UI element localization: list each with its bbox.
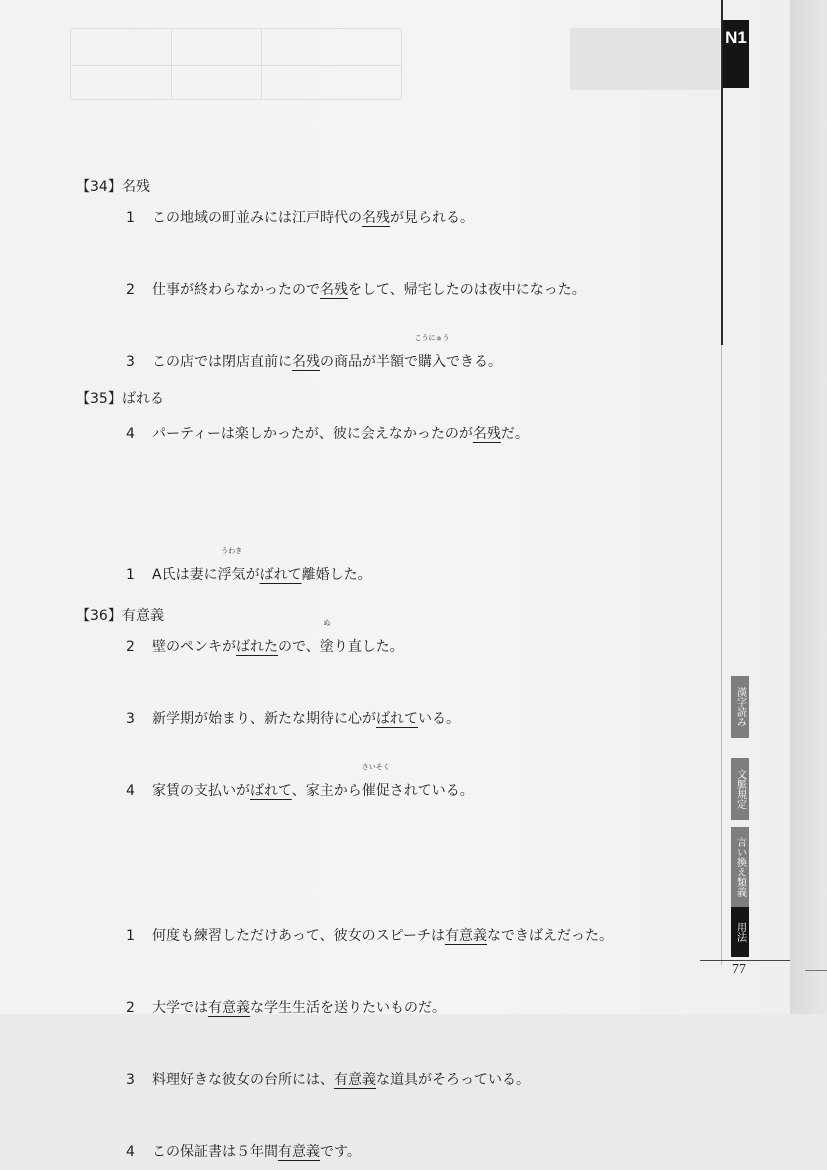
option-number: 4	[126, 1144, 135, 1160]
question-heading	[76, 605, 164, 627]
question-word: 有意義	[122, 608, 164, 624]
answer-option	[126, 1062, 827, 1098]
option-number: 3	[126, 354, 135, 370]
option-text: 料理好きな彼女の台所には、	[152, 1072, 334, 1088]
edge-rule	[805, 970, 827, 971]
answer-option	[126, 619, 827, 665]
option-text: 何度も練習しただけあって、彼女のスピーチは	[152, 928, 446, 944]
ruby-word: 塗 ぬ	[319, 619, 334, 655]
option-number: 3	[126, 711, 135, 727]
option-number: 2	[126, 1000, 135, 1016]
question-heading	[76, 176, 150, 198]
furigana: さいそく	[361, 763, 390, 771]
furigana: こうにゅう	[414, 334, 450, 342]
option-text: が	[245, 567, 260, 583]
option-text: A氏は妻に	[152, 567, 218, 583]
answer-option	[126, 416, 827, 452]
option-number: 3	[126, 1072, 135, 1088]
option-text: な道具がそろっている。	[376, 1072, 530, 1088]
ruby-word: 購入 こうにゅう	[414, 334, 450, 370]
option-text: なできばえだった。	[487, 928, 614, 944]
option-number: 2	[126, 639, 135, 655]
target-word: 名残	[362, 210, 390, 226]
answer-option	[126, 990, 827, 1026]
furigana: うわき	[221, 547, 243, 555]
option-text: 離婚した。	[301, 567, 372, 583]
option-text: いる。	[418, 711, 460, 727]
answer-option	[126, 918, 827, 954]
bleed-through-box	[570, 28, 720, 90]
question-word: 名残	[122, 179, 150, 195]
option-text: 大学では	[152, 1000, 208, 1016]
option-text: されている。	[389, 783, 474, 799]
page-number-rule	[700, 960, 790, 961]
target-word: 有意義	[445, 928, 488, 944]
option-text: 家賃の支払いが	[152, 783, 250, 799]
option-text: をして、帰宅したのは夜中になった。	[348, 282, 586, 298]
answer-option	[126, 1134, 827, 1170]
option-number: 1	[126, 928, 135, 944]
option-number: 4	[126, 426, 135, 442]
level-tab: N1	[723, 20, 749, 88]
page-edge-shadow	[790, 0, 827, 1014]
ruby-word: 浮気 うわき	[217, 547, 246, 583]
section-tab-paraphrase: 言い換え類義	[731, 827, 749, 907]
target-word: 名残	[292, 354, 320, 370]
question-word: ばれる	[122, 391, 164, 407]
question-number: 【36】	[76, 608, 122, 624]
target-word: ばれて	[250, 783, 292, 799]
answer-option	[126, 200, 827, 236]
option-text: 新学期が始まり、新たな期待に心が	[152, 711, 376, 727]
option-text: の商品が半額で	[320, 354, 418, 370]
target-word: 有意義	[208, 1000, 250, 1016]
furigana: ぬ	[323, 619, 331, 627]
question-number: 【35】	[76, 391, 122, 407]
option-number: 4	[126, 783, 135, 799]
answer-option	[126, 272, 827, 308]
option-text: 仕事が終わらなかったので	[152, 282, 320, 298]
option-text: が見られる。	[390, 210, 474, 226]
question-heading	[76, 388, 164, 410]
question-number: 【34】	[76, 179, 122, 195]
answer-option	[126, 763, 827, 809]
target-word: 名残	[472, 426, 501, 442]
option-text: できる。	[446, 354, 502, 370]
section-tab-context: 文脈規定	[731, 758, 749, 820]
option-text: この店では閉店直前に	[152, 354, 292, 370]
target-word: 有意義	[334, 1072, 376, 1088]
section-tab-kanji-reading: 漢字読み	[731, 676, 749, 738]
option-text: この地域の町並みには江戸時代の	[152, 210, 362, 226]
option-text: です。	[320, 1144, 361, 1160]
target-word: 有意義	[278, 1144, 320, 1160]
ruby-word: 催促 さいそく	[361, 763, 390, 799]
option-text: な学生生活を送りたいものだ。	[250, 1000, 446, 1016]
option-number: 1	[126, 210, 135, 226]
target-word: ばれて	[259, 567, 302, 583]
section-tab-usage: 用法	[731, 907, 749, 957]
option-text: この保証書は５年間	[152, 1144, 278, 1160]
target-word: ばれて	[376, 711, 418, 727]
option-number: 1	[126, 567, 135, 583]
option-number: 2	[126, 282, 135, 298]
answer-option	[126, 334, 827, 380]
option-text: ので、	[278, 639, 320, 655]
option-text: 壁のペンキが	[152, 639, 236, 655]
option-text: パーティーは楽しかったが、彼に会えなかったのが	[152, 426, 473, 442]
answer-option	[126, 547, 827, 593]
target-word: ばれた	[236, 639, 278, 655]
page-number: 77	[732, 962, 746, 977]
option-text: り直した。	[333, 639, 404, 655]
answer-option	[126, 701, 827, 737]
bleed-through-table	[70, 28, 402, 100]
option-text: 、家主から	[291, 783, 362, 799]
option-text: だ。	[500, 426, 529, 442]
target-word: 名残	[320, 282, 348, 298]
